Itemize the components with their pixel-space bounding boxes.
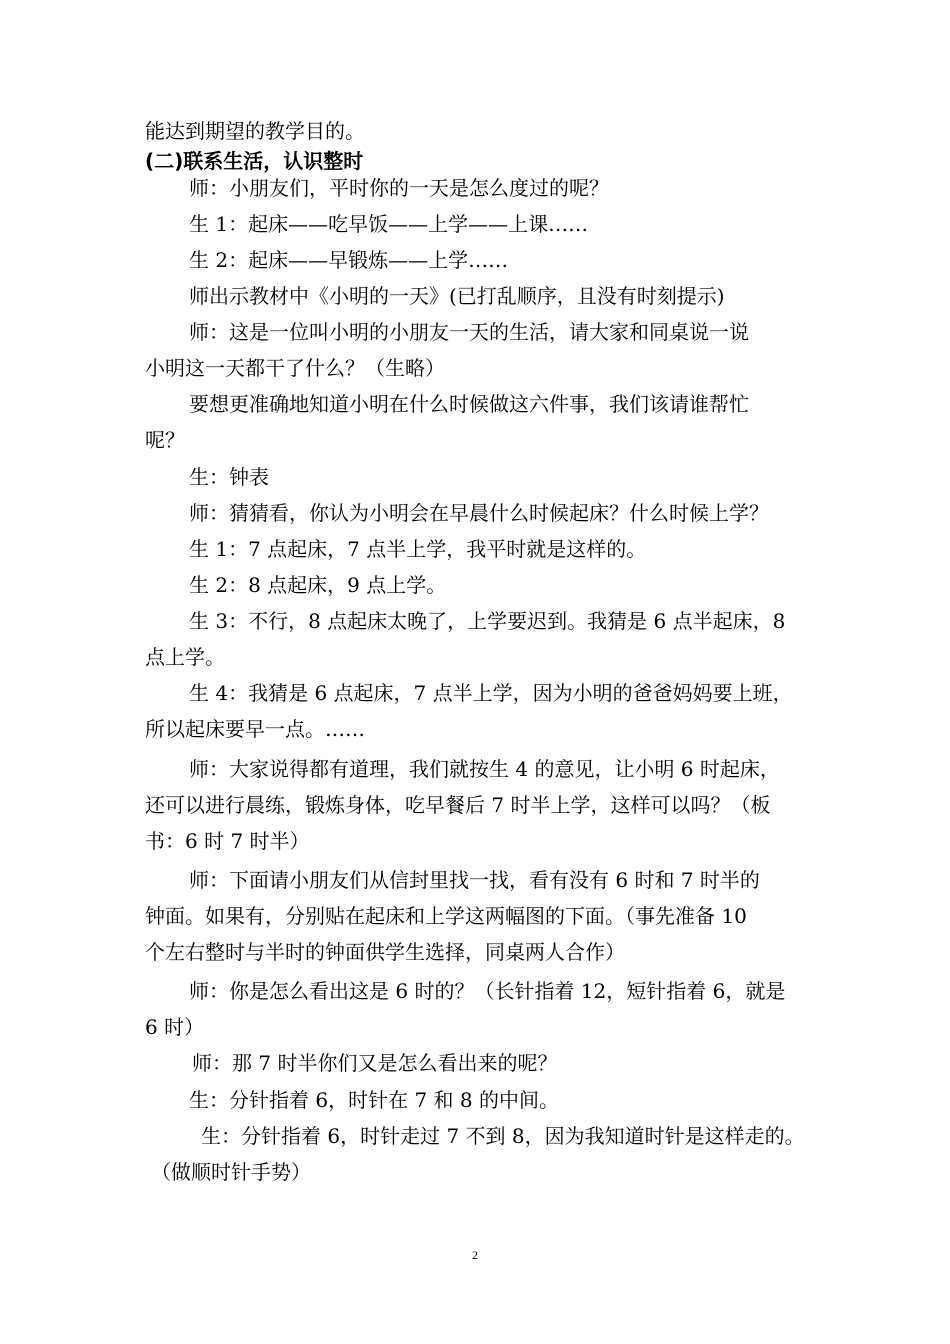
paragraph-line: （做顺时针手势） <box>151 1160 311 1184</box>
paragraph-line: 6 时） <box>145 1015 205 1039</box>
paragraph-line: 所以起床要早一点。…… <box>145 717 365 741</box>
paragraph-line: 生：分针指着 6，时针在 7 和 8 的中间。 <box>189 1088 559 1112</box>
paragraph-line: 生 1：7 点起床，7 点半上学，我平时就是这样的。 <box>189 537 647 561</box>
paragraph-line: 师：大家说得都有道理，我们就按生 4 的意见，让小明 6 时起床， <box>189 757 780 781</box>
paragraph-line: 还可以进行晨练，锻炼身体，吃早餐后 7 时半上学，这样可以吗？（板 <box>145 793 771 817</box>
page-number: 2 <box>472 1248 478 1262</box>
paragraph-line: 师出示教材中《小明的一天》(已打乱顺序，且没有时刻提示) <box>189 284 725 308</box>
paragraph-line: 师：你是怎么看出这是 6 时的？（长针指着 12，短针指着 6，就是 <box>189 979 786 1003</box>
paragraph-line: 师：下面请小朋友们从信封里找一找，看有没有 6 时和 7 时半的 <box>189 868 760 892</box>
paragraph-line: 呢？ <box>145 428 185 452</box>
paragraph-line: 钟面。如果有，分别贴在起床和上学这两幅图的下面。（事先准备 10 <box>145 904 747 928</box>
paragraph-line: 生：钟表 <box>189 465 269 489</box>
paragraph-line: 师：那 7 时半你们又是怎么看出来的呢？ <box>192 1051 558 1075</box>
paragraph-line: 个左右整时与半时的钟面供学生选择，同桌两人合作） <box>145 940 625 964</box>
paragraph-line: 生：分针指着 6，时针走过 7 不到 8，因为我知道时针是这样走的。 <box>201 1124 805 1148</box>
paragraph-line: 生 2：8 点起床，9 点上学。 <box>189 573 447 597</box>
paragraph-line: 书：6 时 7 时半） <box>145 829 310 853</box>
paragraph-line: 小明这一天都干了什么？（生略） <box>145 356 445 380</box>
paragraph-line: 生 2：起床——早锻炼——上学…… <box>189 248 509 272</box>
paragraph-line: 点上学。 <box>145 645 225 669</box>
paragraph-line: 要想更准确地知道小明在什么时候做这六件事，我们该请谁帮忙 <box>189 392 749 416</box>
paragraph-line: 生 1：起床——吃早饭——上学——上课…… <box>189 212 589 236</box>
section-heading: (二)联系生活，认识整时 <box>145 149 364 173</box>
paragraph-line: 生 4：我猜是 6 点起床，7 点半上学，因为小明的爸爸妈妈要上班， <box>189 681 793 705</box>
paragraph-line: 生 3：不行，8 点起床太晚了，上学要迟到。我猜是 6 点半起床，8 <box>189 609 786 633</box>
paragraph-line: 师：猜猜看，你认为小明会在早晨什么时候起床？什么时候上学？ <box>189 501 769 525</box>
paragraph-line: 能达到期望的教学目的。 <box>145 119 365 143</box>
paragraph-line: 师：小朋友们，平时你的一天是怎么度过的呢？ <box>189 176 609 200</box>
paragraph-line: 师：这是一位叫小明的小朋友一天的生活，请大家和同桌说一说 <box>189 320 749 344</box>
